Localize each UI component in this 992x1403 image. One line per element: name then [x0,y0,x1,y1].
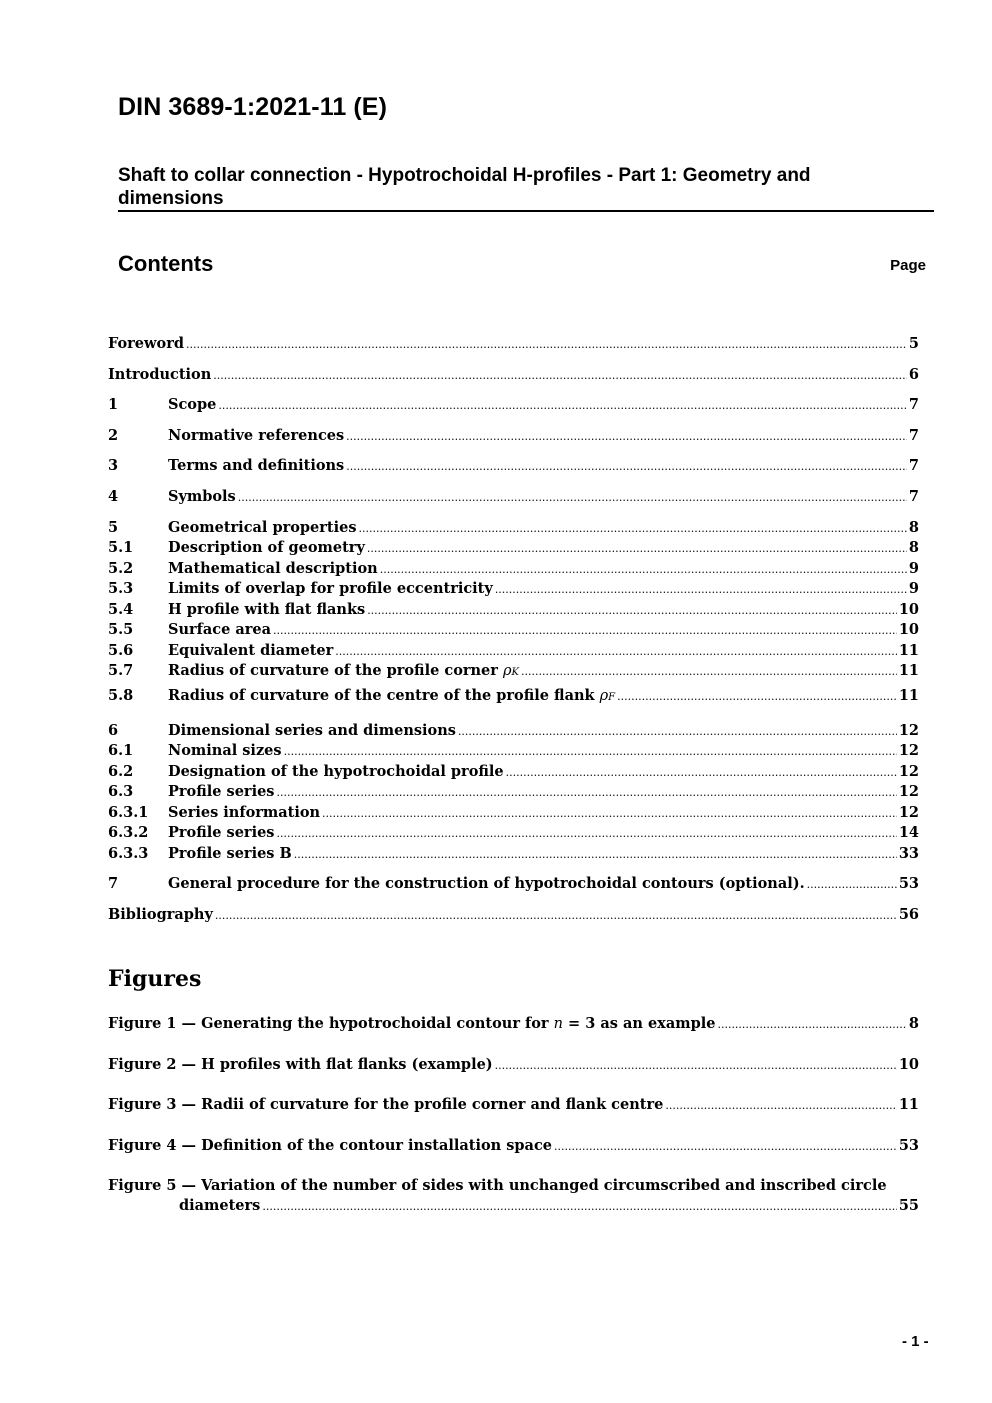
toc-entry[interactable]: 7 General procedure for the construction of hypotrochoidal contours (optional). ..... 53 [108,875,919,895]
figure-entry[interactable]: Figure 3 — Radii of curvature for the profile corner and flank centre ..... 11 [108,1096,919,1116]
document-title: Shaft to collar connection - Hypotrochoidal H-profiles - Part 1: Geometry and dimensions [118,165,811,209]
page-number: - 1 - [902,1333,929,1350]
toc-entry[interactable]: 3 Terms and definitions ..... 7 [108,457,919,477]
toc-entry[interactable]: 5.4 H profile with flat flanks ..... 10 [108,601,919,621]
toc-entry[interactable]: 6.3.1 Series information ..... 12 [108,804,919,824]
toc-entry[interactable]: 6.2 Designation of the hypotrochoidal profile ..... 12 [108,763,919,783]
toc-entry[interactable]: 5.1 Description of geometry ..... 8 [108,539,919,559]
toc-entry-bibliography[interactable]: Bibliography ..... 56 [108,906,919,926]
toc-entry[interactable]: 1 Scope ..... 7 [108,396,919,416]
toc-entry[interactable]: 5.5 Surface area ..... 10 [108,621,919,641]
document-identifier: DIN 3689-1:2021-11 (E) [118,93,388,121]
toc-entry[interactable]: 5.3 Limits of overlap for profile eccentricity ..... 9 [108,580,919,600]
figure-entry[interactable]: Figure 5 — Variation of the number of sides with unchanged circumscribed and inscribed circle diameters ..... 55 [108,1177,919,1217]
rho-symbol: ρ [502,663,512,679]
toc-entry[interactable]: 5.2 Mathematical description ..... 9 [108,560,919,580]
figure-entry[interactable]: Figure 2 — H profiles with flat flanks (example) ..... 10 [108,1056,919,1076]
toc-entry[interactable]: 5 Geometrical properties ..... 8 [108,519,919,539]
toc-entry[interactable]: 2 Normative references ..... 7 [108,427,919,447]
figure-entry[interactable]: Figure 1 — Generating the hypotrochoidal contour for n = 3 as an example ..... 8 [108,1015,919,1035]
toc-entry[interactable]: 6.3.3 Profile series B ..... 33 [108,845,919,865]
toc-entry[interactable]: 5.7 Radius of curvature of the profile corner ρ K ..... 11 [108,662,919,682]
toc-entry[interactable]: 6.3.2 Profile series ..... 14 [108,824,919,844]
page-column-label: Page [890,257,926,274]
toc-entry[interactable]: 5.8 Radius of curvature of the centre of the profile flank ρ F ..... 11 [108,687,919,707]
rho-symbol: ρ [599,688,609,704]
figure-entry[interactable]: Figure 4 — Definition of the contour installation space ..... 53 [108,1137,919,1157]
toc-entry[interactable]: 4 Symbols ..... 7 [108,488,919,508]
toc-entry-introduction[interactable]: Introduction ..... 6 [108,366,919,386]
title-divider [118,210,934,212]
toc-entry[interactable]: 6.3 Profile series ..... 12 [108,783,919,803]
figures-heading: Figures [108,966,202,992]
toc-entry[interactable]: 5.6 Equivalent diameter ..... 11 [108,642,919,662]
toc-entry-foreword[interactable]: Foreword ..... 5 [108,335,919,355]
contents-heading: Contents [118,251,214,276]
toc-entry[interactable]: 6.1 Nominal sizes ..... 12 [108,742,919,762]
toc-entry[interactable]: 6 Dimensional series and dimensions ..... 12 [108,722,919,742]
